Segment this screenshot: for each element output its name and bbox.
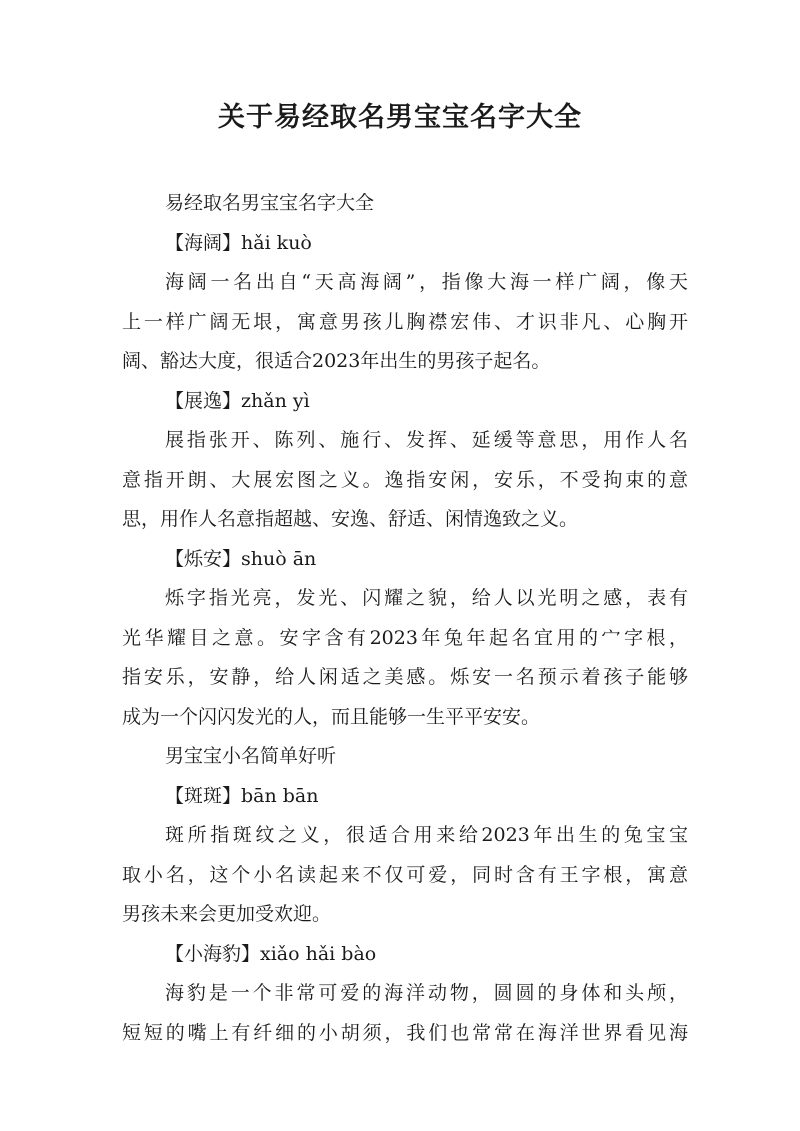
text-line: 海阔一名出自“天高海阔”，指像大海一样广阔，像天 [165,271,688,293]
text-line: 阔、豁达大度，很适合2023年出生的男孩子起名。 [122,350,551,372]
text-line: 海豹是一个非常可爱的海洋动物，圆圆的身体和头颅， [165,982,688,1004]
text-line: 易经取名男宝宝名字大全 [165,192,375,214]
text-line: 【小海豹】xiǎo hǎi bào [165,942,377,965]
text-line: 取小名，这个小名读起来不仅可爱，同时含有王字根，寓意 [122,863,688,886]
document-body [122,184,688,1053]
text-line: 指安乐，安静，给人闲适之美感。烁安一名预示着孩子能够 [122,666,688,688]
text-line: 【展逸】zhǎn yì [165,389,310,412]
text-line: 烁字指光亮，发光、闪耀之貌，给人以光明之感，表有 [165,587,688,609]
text-line: 意指开朗、大展宏图之义。逸指安闲，安乐，不受拘束的意 [122,468,688,491]
text-line: 斑所指斑纹之义，很适合用来给2023年出生的兔宝宝 [165,824,688,846]
text-line: 光华耀目之意。安字含有2023年兔年起名宜用的宀字根， [122,626,688,649]
text-line: 展指张开、陈列、施行、发挥、延缓等意思，用作人名 [165,429,688,451]
page-title: 关于易经取名男宝宝名字大全 [218,102,582,133]
text-line: 上一样广阔无垠，寓意男孩儿胸襟宏伟、才识非凡、心胸开 [122,310,688,333]
text-line: 短短的嘴上有纤细的小胡须，我们也常常在海洋世界看见海 [122,1021,688,1044]
text-line: 思，用作人名意指超越、安逸、舒适、闲情逸致之义。 [122,508,579,530]
text-line: 【烁安】shuò ān [165,547,317,570]
text-line: 【海阔】hǎi kuò [165,231,312,254]
text-line: 成为一个闪闪发光的人，而且能够一生平平安安。 [122,705,541,728]
text-line: 男宝宝小名简单好听 [165,745,337,767]
text-line: 【斑斑】bān bān [165,784,319,807]
text-line: 男孩未来会更加受欢迎。 [122,903,332,925]
